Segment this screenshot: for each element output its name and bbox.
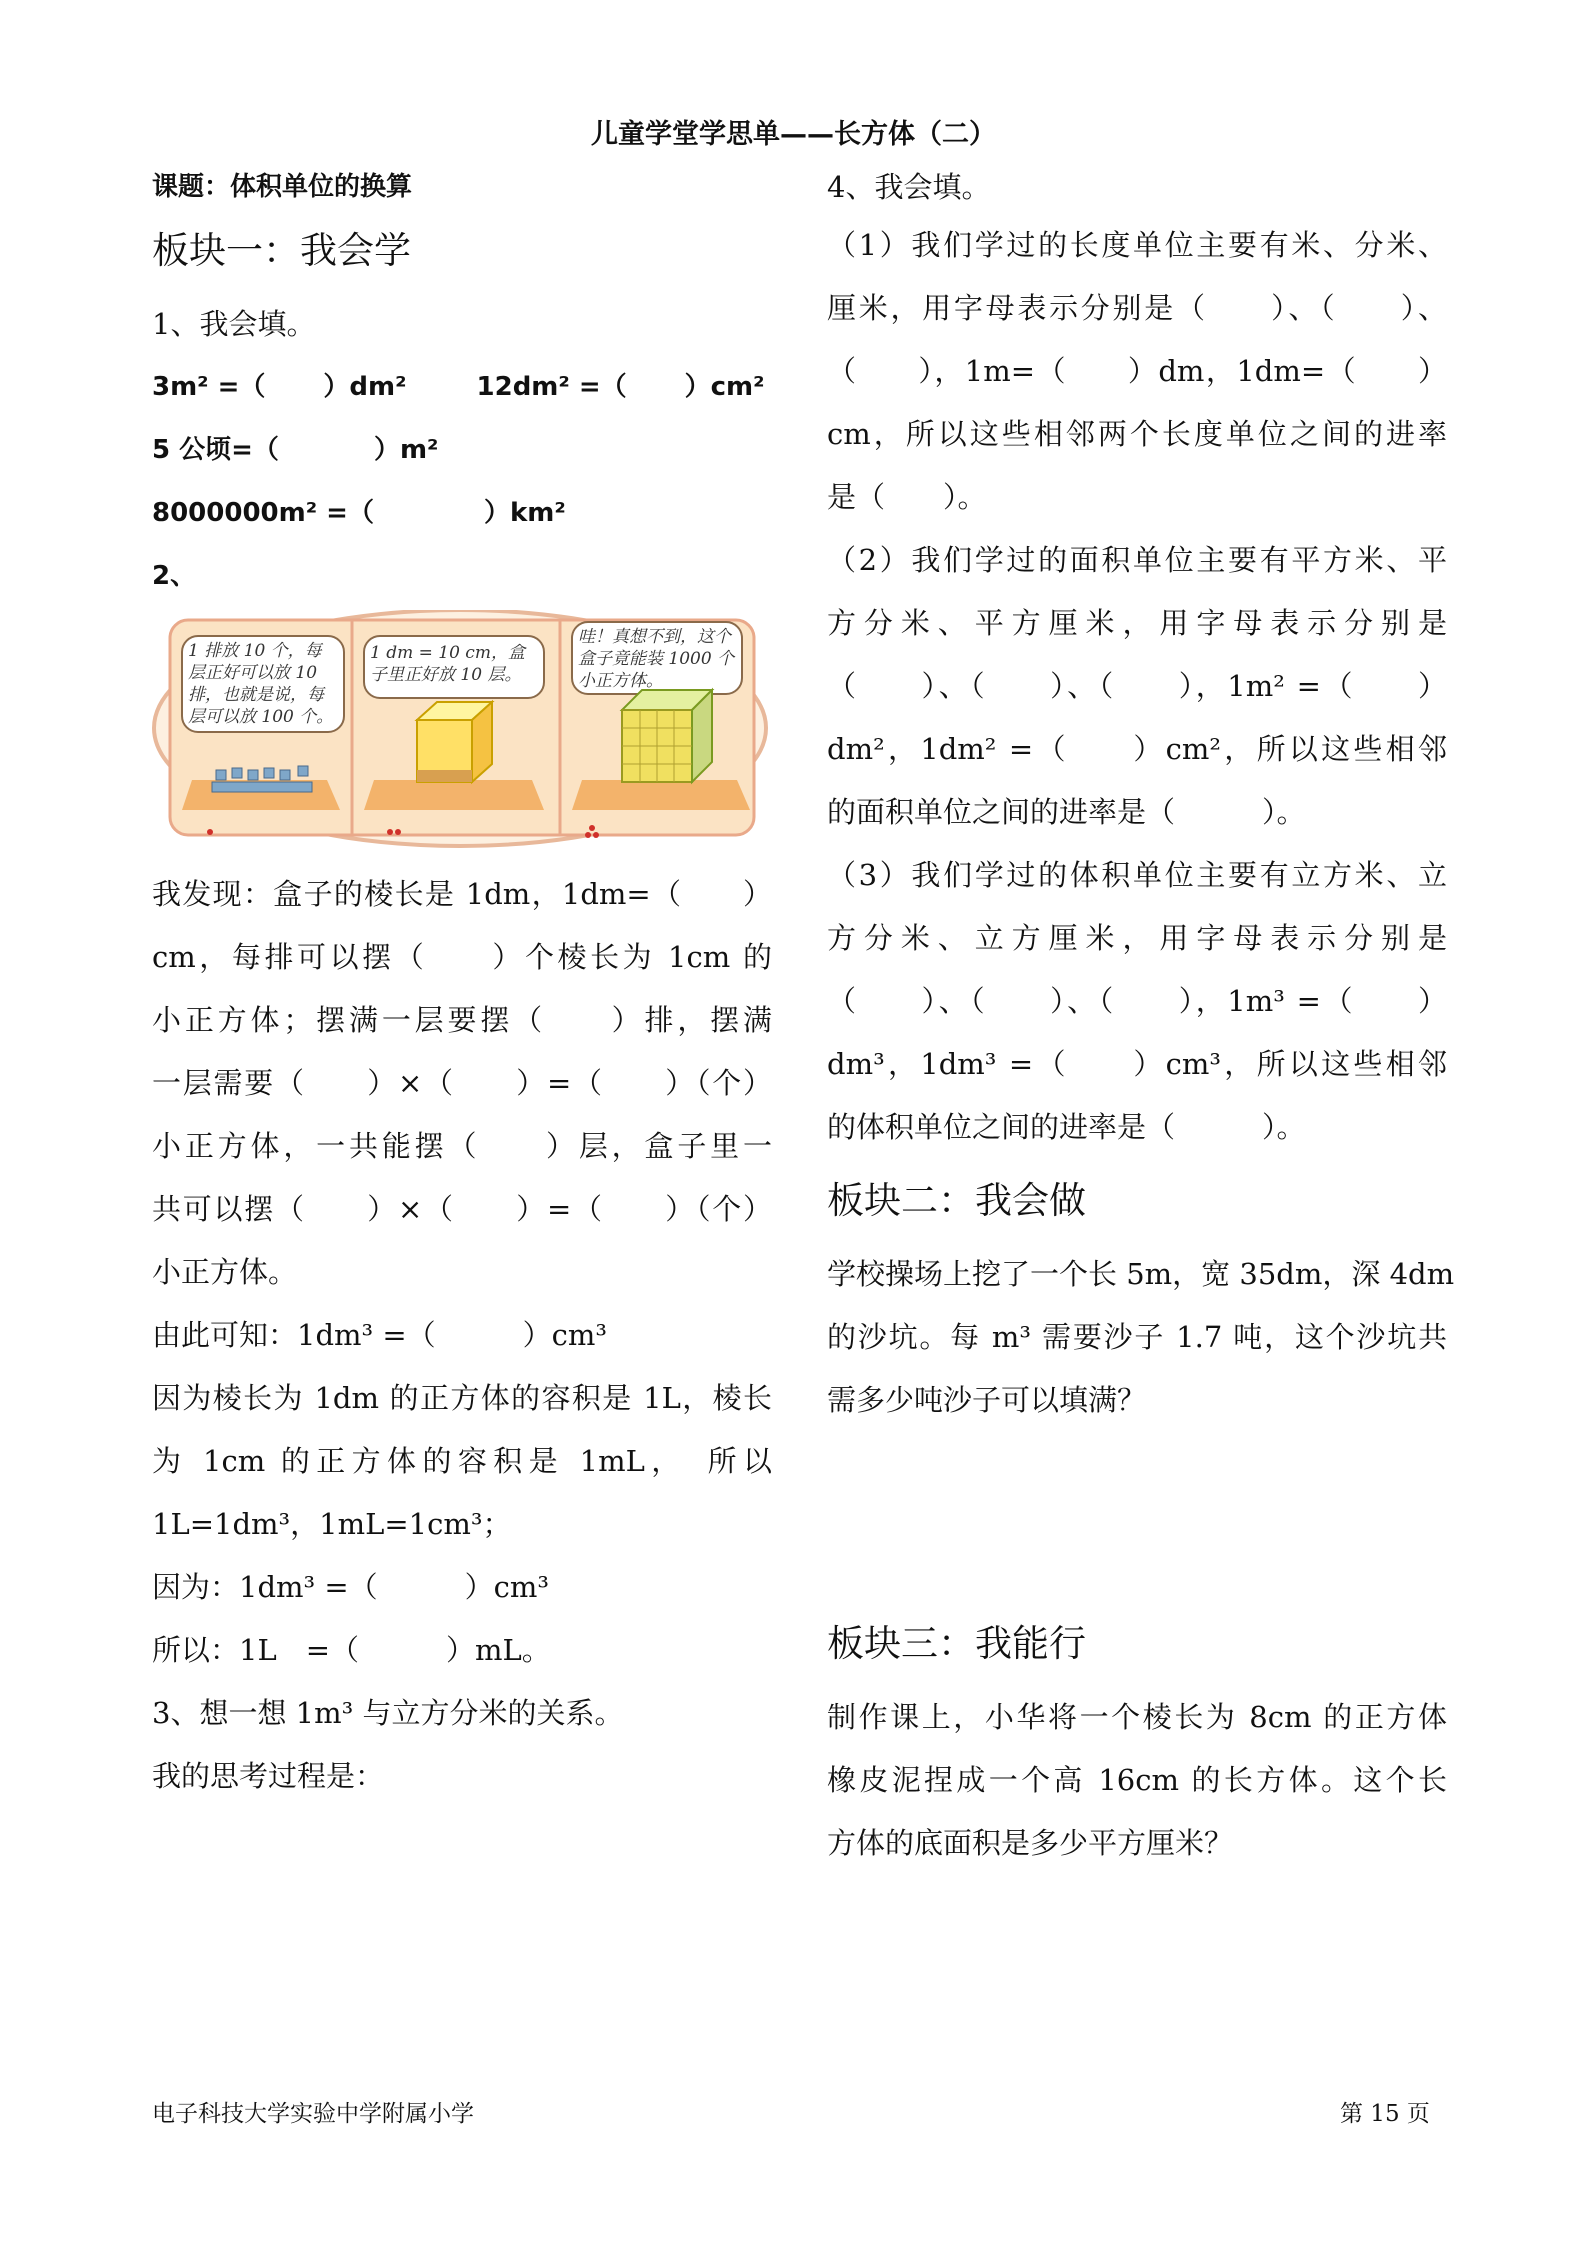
therefore-line: 所以：1L =（ ）mL。: [152, 1633, 551, 1667]
length-units-line-2: 厘米，用字母表示分别是（ ）、（ ）、: [827, 291, 1447, 325]
section-1-heading: 板块一：我会学: [152, 229, 411, 272]
clay-problem-line-2: 橡皮泥捏成一个高 16cm 的长方体。这个长: [827, 1763, 1447, 1797]
sandpit-problem-line-1: 学校操场上挖了一个长 5m，宽 35dm，深 4dm: [827, 1257, 1455, 1291]
speech-bubble-2: 1 dm = 10 cm，盒子里正好放 10 层。: [370, 643, 525, 685]
q3-thinking-label: 我的思考过程是：: [152, 1759, 385, 1793]
volume-units-line-3: （ ）、（ ）、（ ），1m³ =（ ）: [827, 984, 1447, 1018]
q3-heading: 3、想一想 1m³ 与立方分米的关系。: [152, 1696, 624, 1730]
length-units-line-4: cm，所以这些相邻两个长度单位之间的进率: [827, 417, 1447, 451]
reason-line-1: 因为棱长为 1dm 的正方体的容积是 1L，棱长: [152, 1381, 772, 1415]
discover-line-2: cm，每排可以摆（ ）个棱长为 1cm 的: [152, 940, 772, 974]
q1-blank-1-suffix: ）dm²: [323, 372, 407, 402]
discover-line-3: 小正方体；摆满一层要摆（ ）排，摆满: [152, 1003, 772, 1037]
area-units-line-1: （2）我们学过的面积单位主要有平方米、平: [827, 543, 1447, 577]
discover-line-7: 小正方体。: [152, 1255, 298, 1289]
q2-heading: 2、: [152, 561, 197, 591]
cube-illustration: [152, 610, 772, 855]
q1-blank-4-suffix: ）km²: [483, 498, 566, 528]
sandpit-problem-line-3: 需多少吨沙子可以填满？: [827, 1383, 1147, 1417]
q1-line-1: [152, 356, 772, 419]
area-units-line-2: 方分米、平方厘米，用字母表示分别是: [827, 606, 1447, 640]
clay-problem-line-3: 方体的底面积是多少平方厘米？: [827, 1826, 1234, 1860]
footer-page-number: 第 15 页: [1340, 2101, 1430, 2127]
clay-problem-line-1: 制作课上，小华将一个棱长为 8cm 的正方体: [827, 1700, 1447, 1734]
discover-line-5: 小正方体，一共能摆（ ）层，盒子里一: [152, 1129, 772, 1163]
q1-blank-3-prefix: 5 公顷=（: [152, 435, 279, 465]
volume-units-line-5: 的体积单位之间的进率是（ ）。: [827, 1110, 1306, 1144]
length-units-line-3: （ ），1m=（ ）dm，1dm=（ ）: [827, 354, 1447, 388]
discover-line-4: 一层需要（ ）×（ ）=（ ）（个）: [152, 1066, 772, 1100]
right-column: [827, 165, 1455, 1875]
section-3-heading: 板块三：我能行: [827, 1622, 1086, 1665]
conclusion-line: 由此可知：1dm³ =（ ）cm³: [152, 1318, 608, 1352]
area-units-line-5: 的面积单位之间的进率是（ ）。: [827, 795, 1306, 829]
length-units-line-5: 是（ ）。: [827, 480, 987, 514]
q1-line-2: [152, 419, 772, 482]
speech-bubble-3: 哇！真想不到，这个盒子竟能装 1000 个小正方体。: [578, 627, 735, 691]
area-units-line-3: （ ）、（ ）、（ ），1m² =（ ）: [827, 669, 1447, 703]
sandpit-problem-line-2: 的沙坑。每 m³ 需要沙子 1.7 吨，这个沙坑共: [827, 1320, 1447, 1354]
reason-line-2: 为 1cm 的正方体的容积是 1mL， 所以: [152, 1444, 772, 1478]
speech-bubble-1: 1 排放 10 个，每层正好可以放 10 排，也就是说，每层可以放 100 个。: [188, 641, 334, 727]
because-line: 因为：1dm³ =（ ）cm³: [152, 1570, 550, 1604]
q1-blank-3-suffix: ）m²: [373, 435, 439, 465]
left-column: [152, 165, 772, 1808]
q1-heading: 1、我会填。: [152, 307, 316, 341]
q4-heading: 4、我会填。: [827, 170, 991, 204]
answer-space: [827, 1432, 1447, 1602]
q1-blank-2-prefix: 12dm² =（: [476, 372, 627, 402]
discover-line-1: 我发现：盒子的棱长是 1dm，1dm=（ ）: [152, 877, 772, 911]
q1-line-3: [152, 482, 772, 545]
q1-blank-2-suffix: ）cm²: [684, 372, 765, 402]
q1-blank-1-prefix: 3m² =（: [152, 372, 266, 402]
volume-units-line-1: （3）我们学过的体积单位主要有立方米、立: [827, 858, 1447, 892]
footer-school: 电子科技大学实验中学附属小学: [152, 2101, 474, 2127]
length-units-line-1: （1）我们学过的长度单位主要有米、分米、: [827, 228, 1447, 262]
area-units-line-4: dm²，1dm² =（ ）cm²，所以这些相邻: [827, 732, 1447, 766]
discover-line-6: 共可以摆（ ）×（ ）=（ ）（个）: [152, 1192, 772, 1226]
reason-line-3: 1L=1dm³，1mL=1cm³；: [152, 1507, 512, 1541]
section-2-heading: 板块二：我会做: [827, 1179, 1086, 1222]
volume-units-line-2: 方分米、立方厘米，用字母表示分别是: [827, 921, 1447, 955]
q1-blank-4-prefix: 8000000m² =（: [152, 498, 374, 528]
lesson-subject: 课题：体积单位的换算: [152, 172, 413, 202]
page-title: 儿童学堂学思单——长方体（二）: [591, 119, 996, 150]
volume-units-line-4: dm³，1dm³ =（ ）cm³，所以这些相邻: [827, 1047, 1447, 1081]
